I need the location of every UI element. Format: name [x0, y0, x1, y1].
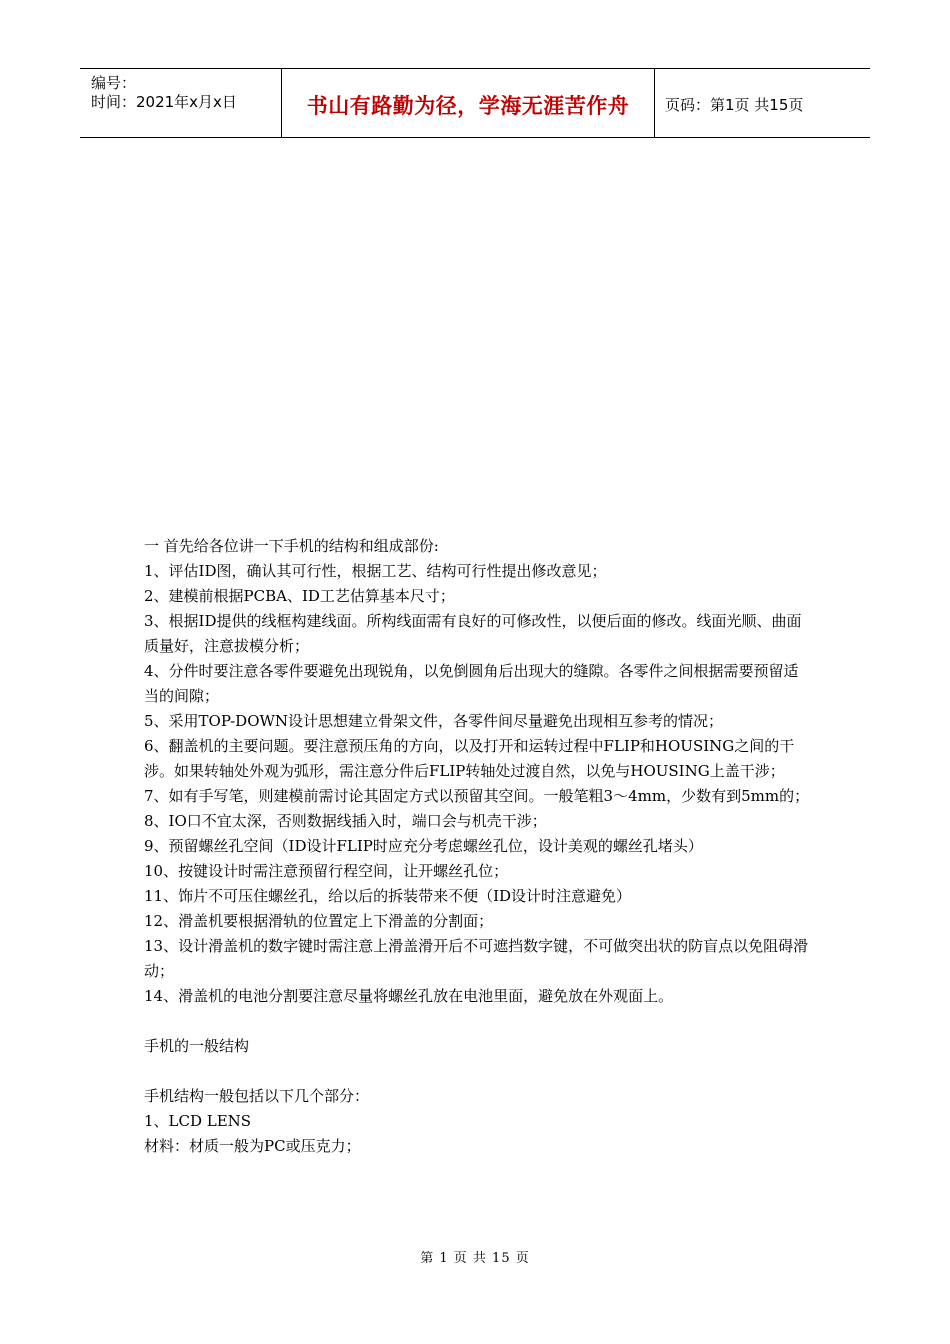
intro-text: 手机结构一般包括以下几个部分： — [144, 1087, 370, 1105]
header-meta-cell — [80, 69, 282, 137]
header-table — [80, 68, 870, 138]
paragraph: 4、分件时要注意各零件要避免出现锐角，以免倒圆角后出现大的缝隙。各零件之间根据需要预留适当的间隙； — [144, 662, 799, 705]
item-material: 材料：材质一般为PC或压克力； — [144, 1137, 361, 1155]
page-footer: 第 1 页 共 15 页 — [420, 1251, 530, 1266]
paragraph: 8、IO口不宜太深，否则数据线插入时，端口会与机壳干涉； — [144, 812, 547, 830]
motto-text: 书山有路勤为径，学海无涯苦作舟 — [306, 94, 630, 118]
paragraph: 12、滑盖机要根据滑轨的位置定上下滑盖的分割面； — [144, 912, 494, 930]
paragraph: 5、采用TOP-DOWN设计思想建立骨架文件，各零件间尽量避免出现相互参考的情况； — [144, 712, 724, 730]
paragraph: 9、预留螺丝孔空间（ID设计FLIP时应充分考虑螺丝孔位，设计美观的螺丝孔堵头） — [144, 837, 703, 855]
spacer — [144, 1009, 810, 1034]
paragraph: 3、根据ID提供的线框构建线面。所构线面需有良好的可修改性，以便后面的修改。线面光顺、曲面质量好，注意拔模分析； — [144, 612, 802, 655]
page-info: 页码：第1页 共15页 — [665, 95, 804, 114]
header-motto-cell — [282, 69, 655, 137]
serial-label: 编号： — [91, 74, 137, 92]
document-body — [144, 534, 810, 1159]
paragraph: 一 首先给各位讲一下手机的结构和组成部份: — [144, 537, 439, 555]
time-label: 时间：2021年x月x日 — [91, 93, 237, 111]
paragraph: 13、设计滑盖机的数字键时需注意上滑盖滑开后不可遮挡数字键，不可做突出状的防盲点以免阻碍滑动； — [144, 937, 809, 980]
spacer — [144, 1059, 810, 1084]
section-title: 手机的一般结构 — [144, 1037, 250, 1055]
paragraph: 6、翻盖机的主要问题。要注意预压角的方向，以及打开和运转过程中FLIP和HOUSING之间的干涉。如果转轴处外观为弧形，需注意分件后FLIP转轴处过渡自然，以免与HOUSING上盖干涉； — [144, 737, 795, 780]
paragraph: 7、如有手写笔，则建模前需讨论其固定方式以预留其空间。一般笔粗3～4mm，少数有到5mm的； — [144, 787, 810, 805]
item-title: 1、LCD LENS — [144, 1112, 252, 1130]
paragraph: 14、滑盖机的电池分割要注意尽量将螺丝孔放在电池里面，避免放在外观面上。 — [144, 987, 674, 1005]
paragraph: 2、建模前根据PCBA、ID工艺估算基本尺寸； — [144, 587, 455, 605]
paragraph: 11、饰片不可压住螺丝孔，给以后的拆装带来不便（ID设计时注意避免） — [144, 887, 632, 905]
paragraph: 1、评估ID图，确认其可行性，根据工艺、结构可行性提出修改意见； — [144, 562, 607, 580]
header-page-cell — [655, 69, 870, 137]
paragraph: 10、按键设计时需注意预留行程空间，让开螺丝孔位； — [144, 862, 509, 880]
